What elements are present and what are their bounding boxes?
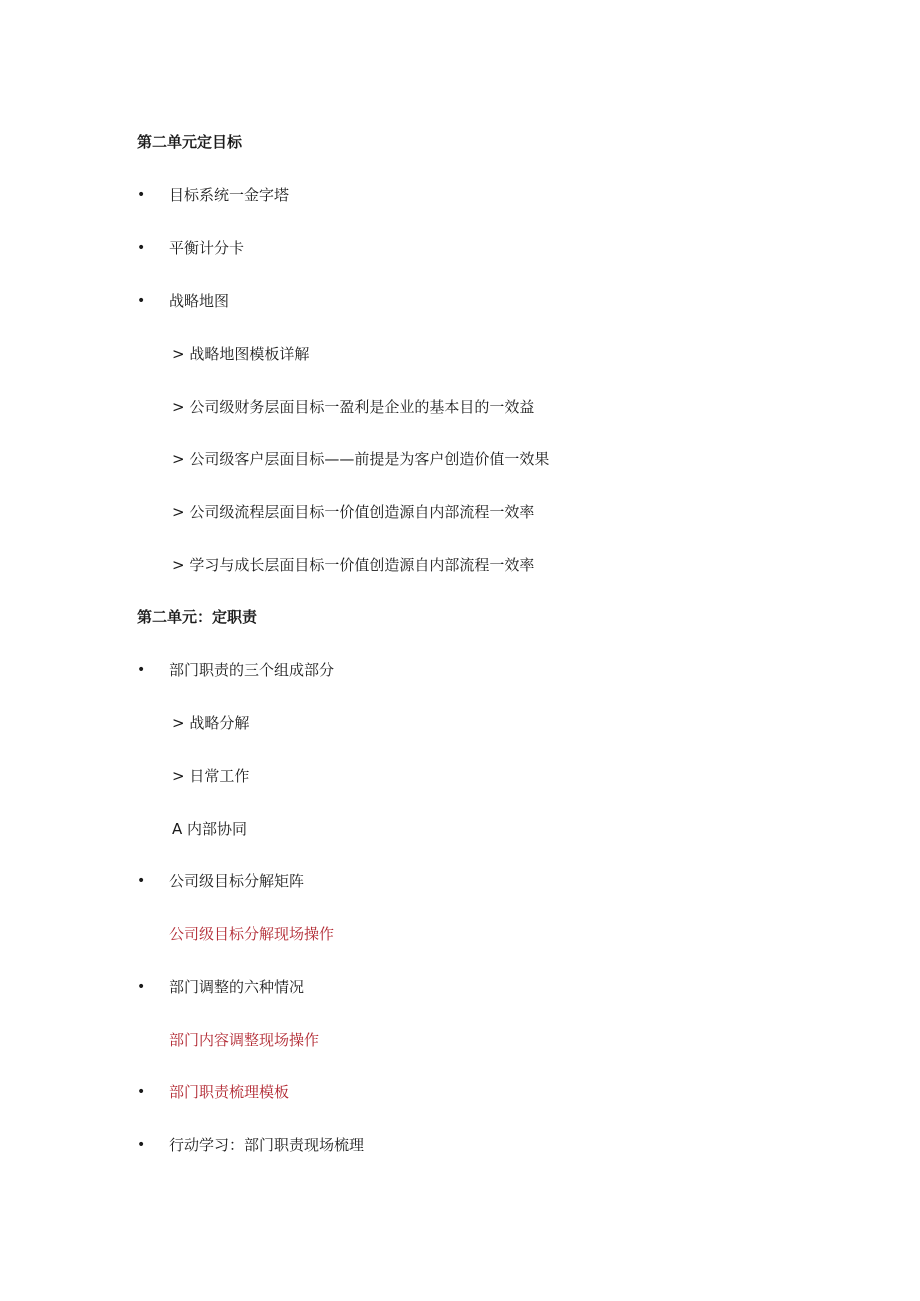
sub-item-internal-collaboration: A 内部协同 bbox=[172, 820, 248, 838]
bullet-icon: • bbox=[137, 873, 146, 889]
sub-item-learning-goal: > 学习与成长层面目标一价值创造源自内部流程一效率 bbox=[172, 556, 535, 574]
bullet-icon: • bbox=[137, 187, 146, 203]
bullet-icon: • bbox=[137, 240, 146, 256]
list-item-duty-components: 部门职责的三个组成部分 bbox=[169, 661, 335, 679]
list-item-goal-pyramid: 目标系统一金字塔 bbox=[169, 186, 290, 204]
list-item-goal-matrix: 公司级目标分解矩阵 bbox=[169, 872, 305, 890]
list-item-strategy-map: 战略地图 bbox=[169, 292, 230, 310]
bullet-icon: • bbox=[137, 1084, 146, 1100]
link-goal-decomposition-practice[interactable]: 公司级目标分解现场操作 bbox=[169, 925, 335, 943]
bullet-icon: • bbox=[137, 979, 146, 995]
link-department-content-practice[interactable]: 部门内容调整现场操作 bbox=[169, 1031, 320, 1049]
section-heading-duties: 第二单元：定职责 bbox=[137, 608, 258, 626]
bullet-icon: • bbox=[137, 662, 146, 678]
list-item-department-adjustments: 部门调整的六种情况 bbox=[169, 978, 305, 996]
sub-item-strategy-decomposition: > 战略分解 bbox=[172, 714, 250, 732]
section-heading-goals: 第二单元定目标 bbox=[137, 133, 243, 151]
sub-item-process-goal: > 公司级流程层面目标一价值创造源自内部流程一效率 bbox=[172, 503, 535, 521]
sub-item-daily-work: > 日常工作 bbox=[172, 767, 250, 785]
list-item-balanced-scorecard: 平衡计分卡 bbox=[169, 239, 245, 257]
link-duty-template[interactable]: 部门职责梳理模板 bbox=[169, 1083, 290, 1101]
list-item-action-learning: 行动学习：部门职责现场梳理 bbox=[169, 1136, 365, 1154]
bullet-icon: • bbox=[137, 1137, 146, 1153]
bullet-icon: • bbox=[137, 293, 146, 309]
sub-item-customer-goal: > 公司级客户层面目标——前提是为客户创造价值一效果 bbox=[172, 450, 550, 468]
sub-item-financial-goal: > 公司级财务层面目标一盈利是企业的基本目的一效益 bbox=[172, 398, 535, 416]
sub-item-strategy-map-template: > 战略地图模板详解 bbox=[172, 345, 310, 363]
